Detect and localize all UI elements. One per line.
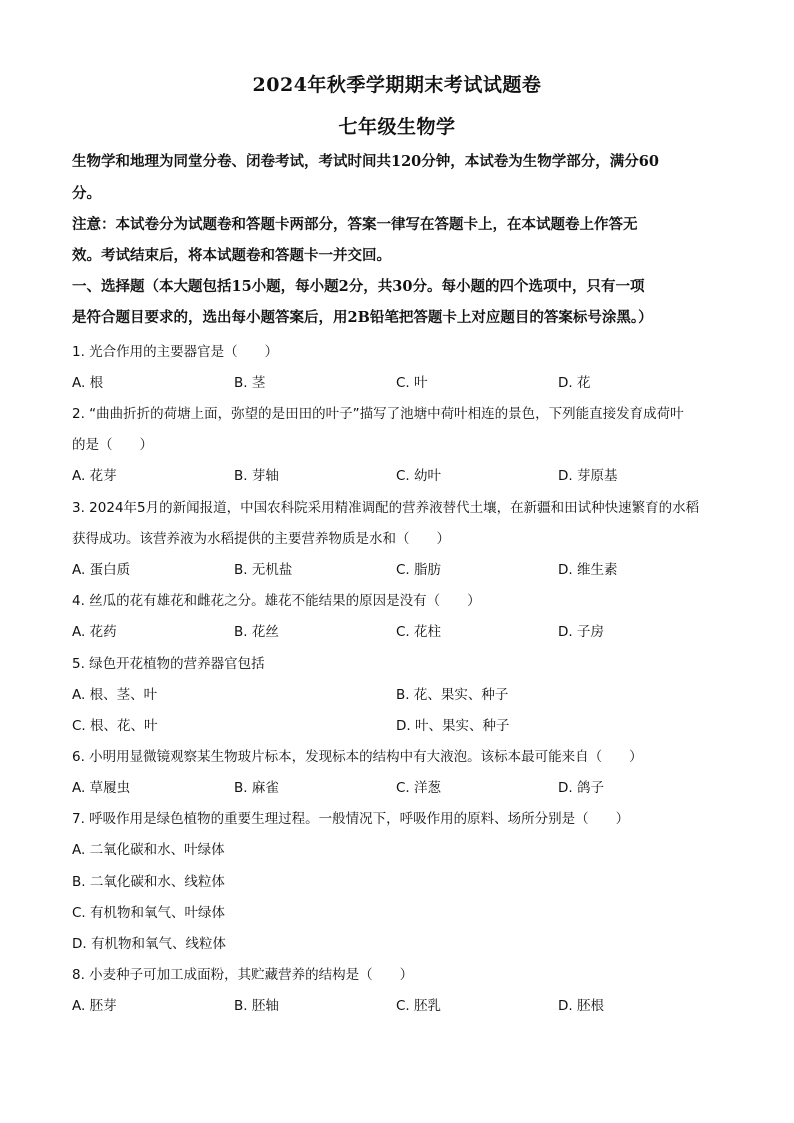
option-b: B. 花丝 xyxy=(234,624,279,640)
exam-subtitle: 七年级生物学 xyxy=(338,116,456,138)
option-b: B. 茎 xyxy=(234,375,266,391)
option-b: B. 胚轴 xyxy=(234,998,279,1014)
option-d: D. 叶、果实、种子 xyxy=(396,718,510,734)
option-d: D. 鸽子 xyxy=(558,780,604,796)
option-c: C. 花柱 xyxy=(396,624,442,640)
question-stem: 5. 绿色开花植物的营养器官包括 xyxy=(72,656,265,672)
option-a: A. 根 xyxy=(72,375,104,391)
question-stem: 2. “曲曲折折的荷塘上面，弥望的是田田的叶子”描写了池塘中荷叶相连的景色，下列能直接发育成荷叶 xyxy=(72,406,684,422)
option-d: D. 胚根 xyxy=(558,998,604,1014)
option-a: A. 花芽 xyxy=(72,468,117,484)
note-line: 效。考试结束后，将本试题卷和答题卡一并交回。 xyxy=(72,247,391,264)
option-d: D. 维生素 xyxy=(558,562,618,578)
section-heading: 是符合题目要求的，选出每小题答案后，用2B铅笔把答题卡上对应题目的答案标号涂黑。） xyxy=(72,309,653,326)
option-b: B. 花、果实、种子 xyxy=(396,687,509,703)
option-a: A. 二氧化碳和水、叶绿体 xyxy=(72,842,225,858)
question-stem: 的是（ ） xyxy=(72,437,153,453)
option-a: A. 草履虫 xyxy=(72,780,131,796)
option-d: D. 有机物和氧气、线粒体 xyxy=(72,936,226,952)
option-c: C. 叶 xyxy=(396,375,428,391)
question-stem: 7. 呼吸作用是绿色植物的重要生理过程。一般情况下，呼吸作用的原料、场所分别是（ ） xyxy=(72,811,630,827)
option-b: B. 麻雀 xyxy=(234,780,279,796)
question-stem: 4. 丝瓜的花有雄花和雌花之分。雄花不能结果的原因是没有（ ） xyxy=(72,593,481,609)
option-b: B. 无机盐 xyxy=(234,562,293,578)
question-stem: 6. 小明用显微镜观察某生物玻片标本，发现标本的结构中有大液泡。该标本最可能来自（ ） xyxy=(72,749,643,765)
intro-line: 分。 xyxy=(72,185,101,202)
option-c: C. 有机物和氧气、叶绿体 xyxy=(72,905,226,921)
option-d: D. 芽原基 xyxy=(558,468,618,484)
exam-title: 2024年秋季学期期末考试试题卷 xyxy=(252,74,542,96)
option-a: A. 花药 xyxy=(72,624,117,640)
question-stem: 3. 2024年5月的新闻报道，中国农科院采用精准调配的营养液替代土壤，在新疆和田试种快速繁育的水稻 xyxy=(72,500,700,516)
option-a: A. 根、茎、叶 xyxy=(72,687,158,703)
option-d: D. 花 xyxy=(558,375,591,391)
option-c: C. 胚乳 xyxy=(396,998,442,1014)
question-stem: 获得成功。该营养液为水稻提供的主要营养物质是水和（ ） xyxy=(72,531,450,547)
option-c: C. 脂肪 xyxy=(396,562,442,578)
option-c: C. 幼叶 xyxy=(396,468,442,484)
note-line: 注意：本试卷分为试题卷和答题卡两部分，答案一律写在答题卡上，在本试题卷上作答无 xyxy=(72,216,638,233)
question-stem: 1. 光合作用的主要器官是（ ） xyxy=(72,344,279,360)
section-heading: 一、选择题（本大题包括15小题，每小题2分，共30分。每小题的四个选项中，只有一项 xyxy=(72,278,645,295)
option-b: B. 二氧化碳和水、线粒体 xyxy=(72,874,225,890)
option-b: B. 芽轴 xyxy=(234,468,279,484)
option-a: A. 胚芽 xyxy=(72,998,117,1014)
option-c: C. 根、花、叶 xyxy=(72,718,158,734)
option-a: A. 蛋白质 xyxy=(72,562,131,578)
option-d: D. 子房 xyxy=(558,624,604,640)
option-c: C. 洋葱 xyxy=(396,780,442,796)
intro-line: 生物学和地理为同堂分卷、闭卷考试，考试时间共120分钟，本试卷为生物学部分，满分60 xyxy=(72,153,659,170)
question-stem: 8. 小麦种子可加工成面粉，其贮藏营养的结构是（ ） xyxy=(72,967,414,983)
